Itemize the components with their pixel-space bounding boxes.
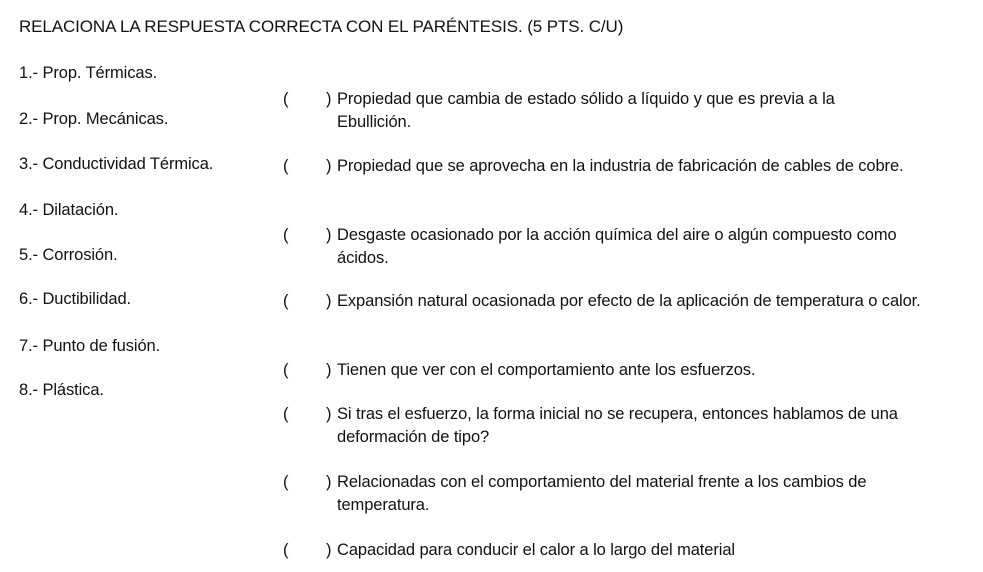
term-7: 7.- Punto de fusión. — [19, 337, 161, 355]
answer-blank-close: ) — [326, 226, 332, 244]
definition-1 — [283, 88, 913, 134]
answer-blank-close: ) — [326, 541, 332, 559]
answer-blank-close: ) — [326, 157, 332, 175]
definition-3 — [283, 224, 933, 270]
term-8: 8.- Plástica. — [19, 381, 104, 399]
definition-text: Tienen que ver con el comportamiento ante los esfuerzos. — [337, 361, 756, 379]
answer-blank-open: ( — [283, 405, 289, 423]
answer-blank-open: ( — [283, 226, 289, 244]
answer-blank-open: ( — [283, 292, 289, 310]
definition-text: Propiedad que cambia de estado sólido a líquido y que es previa a la Ebullición. — [337, 90, 835, 131]
answer-blank-close: ) — [326, 473, 332, 491]
answer-blank-close: ) — [326, 361, 332, 379]
definition-text: Relacionadas con el comportamiento del material frente a los cambios de temperatura. — [337, 473, 867, 514]
term-3: 3.- Conductividad Térmica. — [19, 155, 214, 173]
definition-2 — [283, 155, 938, 178]
answer-blank-open: ( — [283, 473, 289, 491]
term-1: 1.- Prop. Térmicas. — [19, 64, 158, 82]
definition-text: Desgaste ocasionado por la acción química del aire o algún compuesto como ácidos. — [337, 226, 897, 267]
answer-blank-close: ) — [326, 90, 332, 108]
term-5: 5.- Corrosión. — [19, 246, 118, 264]
page-title: RELACIONA LA RESPUESTA CORRECTA CON EL PARÉNTESIS. (5 PTS. C/U) — [19, 17, 624, 36]
answer-blank-open: ( — [283, 541, 289, 559]
definition-text: Expansión natural ocasionada por efecto de la aplicación de temperatura o calor. — [337, 292, 921, 310]
definition-text: Si tras el esfuerzo, la forma inicial no se recupera, entonces hablamos de una deformación de tipo? — [337, 405, 898, 446]
definition-8 — [283, 539, 963, 562]
definition-6 — [283, 403, 958, 449]
definition-text: Propiedad que se aprovecha en la industria de fabricación de cables de cobre. — [337, 157, 904, 175]
answer-blank-open: ( — [283, 157, 289, 175]
definition-4 — [283, 290, 973, 313]
definition-7 — [283, 471, 963, 517]
answer-blank-close: ) — [326, 405, 332, 423]
term-6: 6.- Ductibilidad. — [19, 290, 132, 308]
answer-blank-open: ( — [283, 90, 289, 108]
definition-text: Capacidad para conducir el calor a lo largo del material — [337, 541, 735, 559]
term-2: 2.- Prop. Mecánicas. — [19, 110, 169, 128]
answer-blank-close: ) — [326, 292, 332, 310]
term-4: 4.- Dilatación. — [19, 201, 119, 219]
definition-5 — [283, 359, 963, 382]
answer-blank-open: ( — [283, 361, 289, 379]
